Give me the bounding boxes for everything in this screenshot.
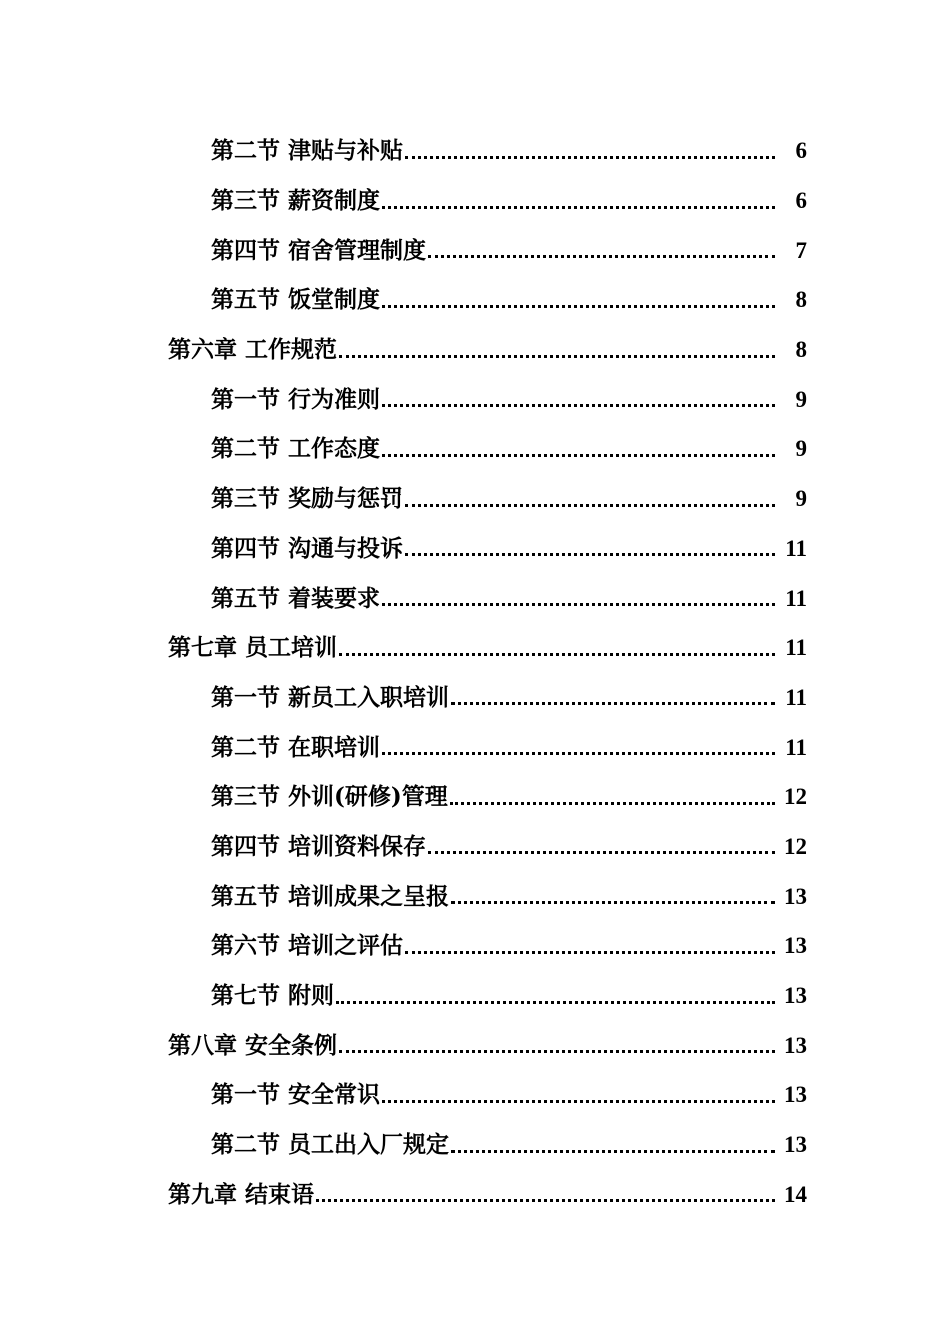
toc-entry-title: 第四节 沟通与投诉	[211, 534, 404, 562]
toc-entry-page: 12	[784, 833, 807, 859]
toc-entry[interactable]	[0, 225, 950, 275]
toc-entry-page: 13	[784, 933, 807, 959]
toc-entry-page: 11	[785, 535, 807, 561]
toc-entry-title: 第二节 在职培训	[211, 733, 381, 761]
dot-leader	[382, 190, 775, 212]
toc-entry-page: 8	[795, 337, 807, 363]
toc-entry-title: 第八章 安全条例	[168, 1031, 338, 1059]
toc-entry-page: 13	[784, 983, 807, 1009]
toc-entry-page: 9	[795, 486, 807, 512]
dot-leader	[382, 1084, 775, 1106]
toc-entry-title: 第二节 津贴与补贴	[211, 137, 404, 165]
dot-leader	[382, 736, 775, 758]
toc-entry-title: 第六节 培训之评估	[211, 932, 404, 960]
toc-entry[interactable]	[0, 921, 950, 971]
toc-entry-page: 11	[785, 635, 807, 661]
toc-entry-title: 第一节 行为准则	[211, 385, 381, 413]
toc-entry[interactable]	[0, 573, 950, 623]
toc-entry-page: 6	[795, 188, 807, 214]
toc-entry-title: 第四节 培训资料保存	[211, 832, 427, 860]
dot-leader	[451, 686, 775, 708]
toc-entry-title: 第二节 工作态度	[211, 435, 381, 463]
toc-chapter-entry[interactable]	[0, 1169, 950, 1219]
toc-entry[interactable]	[0, 673, 950, 723]
toc-entry-page: 13	[784, 883, 807, 909]
toc-entry[interactable]	[0, 722, 950, 772]
toc-entry-title: 第五节 着装要求	[211, 584, 381, 612]
dot-leader	[428, 835, 775, 857]
toc-entry[interactable]	[0, 971, 950, 1021]
table-of-contents	[0, 126, 950, 1219]
dot-leader	[451, 1134, 775, 1156]
toc-entry[interactable]	[0, 524, 950, 574]
toc-entry[interactable]	[0, 374, 950, 424]
toc-chapter-entry[interactable]	[0, 325, 950, 375]
dot-leader	[382, 438, 775, 460]
dot-leader	[339, 339, 775, 361]
toc-entry-page: 14	[784, 1181, 807, 1207]
toc-entry-page: 11	[785, 684, 807, 710]
toc-entry[interactable]	[0, 424, 950, 474]
toc-entry-title: 第六章 工作规范	[168, 336, 338, 364]
toc-entry-title: 第九章 结束语	[168, 1180, 315, 1208]
toc-chapter-entry[interactable]	[0, 623, 950, 673]
toc-entry[interactable]	[0, 871, 950, 921]
toc-entry-title: 第五节 培训成果之呈报	[211, 882, 450, 910]
dot-leader	[339, 1034, 775, 1056]
toc-entry[interactable]	[0, 1120, 950, 1170]
toc-entry-page: 11	[785, 734, 807, 760]
dot-leader	[382, 388, 775, 410]
dot-leader	[405, 537, 775, 559]
toc-entry-title: 第三节 外训(研修)管理	[211, 783, 448, 811]
dot-leader	[336, 985, 775, 1007]
toc-entry[interactable]	[0, 772, 950, 822]
toc-entry-page: 12	[784, 784, 807, 810]
toc-entry-page: 9	[795, 436, 807, 462]
dot-leader	[405, 935, 775, 957]
dot-leader	[405, 488, 775, 510]
dot-leader	[405, 140, 775, 162]
toc-entry[interactable]	[0, 126, 950, 176]
dot-leader	[316, 1183, 775, 1205]
toc-entry-page: 11	[785, 585, 807, 611]
toc-entry-page: 6	[795, 138, 807, 164]
toc-entry-title: 第七章 员工培训	[168, 634, 338, 662]
toc-entry-page: 13	[784, 1132, 807, 1158]
toc-entry-page: 9	[795, 386, 807, 412]
dot-leader	[382, 587, 775, 609]
toc-entry-page: 8	[795, 287, 807, 313]
toc-chapter-entry[interactable]	[0, 1020, 950, 1070]
toc-entry-title: 第四节 宿舍管理制度	[211, 236, 427, 264]
toc-entry-title: 第三节 薪资制度	[211, 187, 381, 215]
toc-entry-title: 第七节 附则	[211, 982, 335, 1010]
dot-leader	[428, 239, 775, 261]
toc-entry-page: 13	[784, 1032, 807, 1058]
toc-entry[interactable]	[0, 176, 950, 226]
dot-leader	[450, 786, 775, 808]
dot-leader	[339, 637, 775, 659]
toc-entry-title: 第一节 新员工入职培训	[211, 683, 450, 711]
toc-entry-title: 第二节 员工出入厂规定	[211, 1131, 450, 1159]
toc-entry[interactable]	[0, 275, 950, 325]
toc-entry-title: 第一节 安全常识	[211, 1081, 381, 1109]
dot-leader	[451, 885, 775, 907]
toc-entry[interactable]	[0, 822, 950, 872]
dot-leader	[382, 289, 775, 311]
toc-entry[interactable]	[0, 1070, 950, 1120]
toc-entry-page: 7	[795, 237, 807, 263]
toc-entry-title: 第三节 奖励与惩罚	[211, 485, 404, 513]
toc-entry-title: 第五节 饭堂制度	[211, 286, 381, 314]
toc-entry-page: 13	[784, 1082, 807, 1108]
toc-entry[interactable]	[0, 474, 950, 524]
